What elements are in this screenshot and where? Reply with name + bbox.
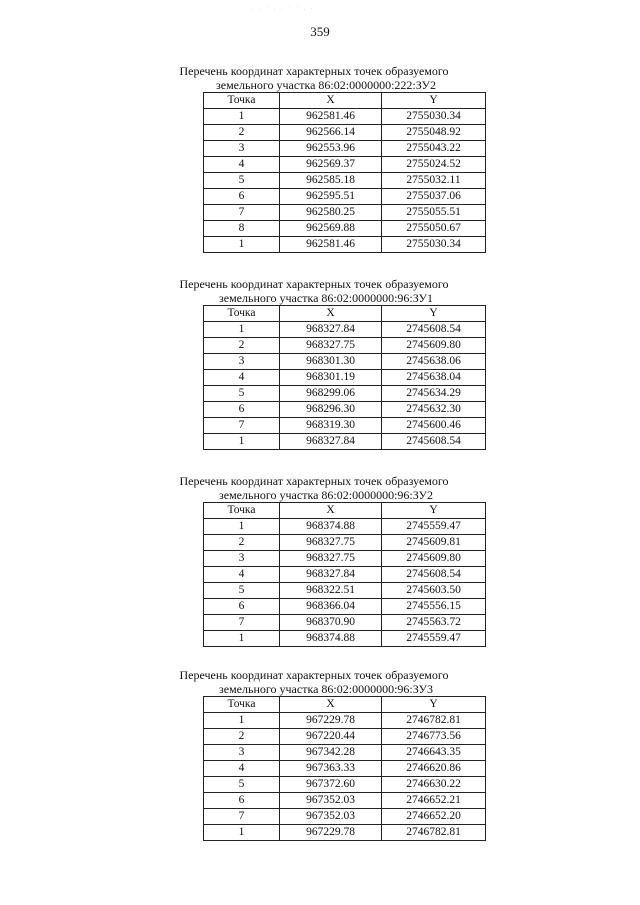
cell-x: 968366.04: [280, 599, 382, 615]
table-title-line-2: земельного участка 86:02:0000000:222:ЗУ2: [216, 78, 436, 92]
coordinates-table: [203, 92, 486, 253]
table-row: [204, 237, 486, 253]
cell-x: 968301.30: [280, 354, 382, 370]
cell-point: 7: [204, 809, 280, 825]
cell-point: 3: [204, 745, 280, 761]
cell-x: 968374.88: [280, 519, 382, 535]
header-y: Y: [382, 93, 486, 109]
cell-point: 4: [204, 761, 280, 777]
table-title-line-2: земельного участка 86:02:0000000:96:ЗУ1: [219, 291, 433, 305]
cell-y: 2746652.21: [382, 793, 486, 809]
coordinates-table: [203, 502, 486, 647]
cell-x: 968327.84: [280, 434, 382, 450]
cell-point: 5: [204, 386, 280, 402]
cell-y: 2745559.47: [382, 631, 486, 647]
table-row: [204, 221, 486, 237]
cell-y: 2745608.54: [382, 567, 486, 583]
cell-y: 2755032.11: [382, 173, 486, 189]
cell-x: 962566.14: [280, 125, 382, 141]
table-row: [204, 205, 486, 221]
cell-y: 2745638.04: [382, 370, 486, 386]
table-row: [204, 631, 486, 647]
cell-x: 968301.19: [280, 370, 382, 386]
table-title-line-1: Перечень координат характерных точек образуемого: [179, 277, 449, 291]
cell-y: 2745608.54: [382, 322, 486, 338]
cell-y: 2745559.47: [382, 519, 486, 535]
table-header-row: [204, 697, 486, 713]
table-title-line-1: Перечень координат характерных точек образуемого: [179, 64, 449, 78]
table-title-line-1: Перечень координат характерных точек образуемого: [179, 474, 449, 488]
table-row: [204, 809, 486, 825]
cell-x: 962581.46: [280, 109, 382, 125]
table-row: [204, 434, 486, 450]
cell-y: 2745609.80: [382, 338, 486, 354]
table-row: [204, 761, 486, 777]
header-y: Y: [382, 306, 486, 322]
cell-point: 7: [204, 205, 280, 221]
cell-point: 5: [204, 777, 280, 793]
cell-y: 2755037.06: [382, 189, 486, 205]
cell-y: 2755024.52: [382, 157, 486, 173]
header-point: Точка: [204, 503, 280, 519]
cell-y: 2755030.34: [382, 237, 486, 253]
cell-y: 2746643.35: [382, 745, 486, 761]
table-title-line-1: Перечень координат характерных точек образуемого: [179, 668, 449, 682]
cell-point: 6: [204, 402, 280, 418]
table-row: [204, 567, 486, 583]
table-row: [204, 322, 486, 338]
scan-noise: . · ˙ . · ˙ ˙ . ·: [252, 6, 315, 12]
cell-x: 967229.78: [280, 713, 382, 729]
cell-y: 2746652.20: [382, 809, 486, 825]
cell-point: 2: [204, 338, 280, 354]
cell-x: 962581.46: [280, 237, 382, 253]
table-row: [204, 189, 486, 205]
header-y: Y: [382, 697, 486, 713]
table-row: [204, 793, 486, 809]
table-row: [204, 418, 486, 434]
cell-x: 967220.44: [280, 729, 382, 745]
cell-y: 2745563.72: [382, 615, 486, 631]
coords-block-2: [0, 277, 640, 450]
table-header-row: [204, 93, 486, 109]
cell-x: 962553.96: [280, 141, 382, 157]
cell-x: 962595.51: [280, 189, 382, 205]
header-point: Точка: [204, 697, 280, 713]
cell-x: 962569.37: [280, 157, 382, 173]
cell-x: 967342.28: [280, 745, 382, 761]
header-point: Точка: [204, 306, 280, 322]
table-row: [204, 825, 486, 841]
cell-point: 1: [204, 713, 280, 729]
coords-block-4: [0, 668, 640, 841]
cell-y: 2746630.22: [382, 777, 486, 793]
cell-y: 2755048.92: [382, 125, 486, 141]
cell-y: 2745632.30: [382, 402, 486, 418]
cell-point: 7: [204, 418, 280, 434]
table-row: [204, 551, 486, 567]
cell-x: 968299.06: [280, 386, 382, 402]
cell-x: 968327.84: [280, 322, 382, 338]
table-row: [204, 535, 486, 551]
cell-y: 2745634.29: [382, 386, 486, 402]
table-row: [204, 109, 486, 125]
cell-y: 2755043.22: [382, 141, 486, 157]
table-row: [204, 354, 486, 370]
cell-x: 968319.30: [280, 418, 382, 434]
coords-block-1: [0, 64, 640, 253]
cell-x: 968327.84: [280, 567, 382, 583]
coordinates-table: [203, 305, 486, 450]
cell-x: 967229.78: [280, 825, 382, 841]
cell-point: 3: [204, 354, 280, 370]
cell-y: 2745556.15: [382, 599, 486, 615]
table-row: [204, 157, 486, 173]
table-row: [204, 745, 486, 761]
cell-x: 962580.25: [280, 205, 382, 221]
header-x: X: [280, 306, 382, 322]
table-row: [204, 370, 486, 386]
cell-point: 6: [204, 189, 280, 205]
cell-x: 968327.75: [280, 551, 382, 567]
table-row: [204, 519, 486, 535]
cell-x: 967372.60: [280, 777, 382, 793]
table-row: [204, 141, 486, 157]
table-title: [0, 668, 640, 696]
cell-x: 967352.03: [280, 809, 382, 825]
cell-x: 962569.88: [280, 221, 382, 237]
cell-point: 1: [204, 109, 280, 125]
table-row: [204, 338, 486, 354]
cell-x: 968327.75: [280, 338, 382, 354]
cell-point: 6: [204, 793, 280, 809]
cell-point: 1: [204, 434, 280, 450]
cell-point: 3: [204, 141, 280, 157]
cell-point: 4: [204, 370, 280, 386]
table-row: [204, 599, 486, 615]
cell-y: 2745603.50: [382, 583, 486, 599]
header-y: Y: [382, 503, 486, 519]
cell-y: 2746620.86: [382, 761, 486, 777]
table-header-row: [204, 503, 486, 519]
cell-y: 2745609.81: [382, 535, 486, 551]
cell-point: 7: [204, 615, 280, 631]
cell-x: 962585.18: [280, 173, 382, 189]
cell-y: 2746773.56: [382, 729, 486, 745]
cell-point: 2: [204, 535, 280, 551]
table-row: [204, 125, 486, 141]
table-title: [0, 277, 640, 305]
header-x: X: [280, 93, 382, 109]
table-row: [204, 729, 486, 745]
table-title-line-2: земельного участка 86:02:0000000:96:ЗУ2: [219, 488, 433, 502]
cell-x: 968322.51: [280, 583, 382, 599]
cell-x: 967363.33: [280, 761, 382, 777]
cell-point: 8: [204, 221, 280, 237]
cell-y: 2745638.06: [382, 354, 486, 370]
cell-point: 2: [204, 125, 280, 141]
cell-x: 968296.30: [280, 402, 382, 418]
header-point: Точка: [204, 93, 280, 109]
cell-point: 5: [204, 173, 280, 189]
cell-point: 4: [204, 157, 280, 173]
cell-y: 2755030.34: [382, 109, 486, 125]
cell-point: 4: [204, 567, 280, 583]
table-row: [204, 583, 486, 599]
header-x: X: [280, 503, 382, 519]
table-row: [204, 402, 486, 418]
cell-x: 968370.90: [280, 615, 382, 631]
cell-point: 1: [204, 631, 280, 647]
cell-point: 1: [204, 825, 280, 841]
cell-x: 968327.75: [280, 535, 382, 551]
table-title: [0, 474, 640, 502]
cell-point: 1: [204, 237, 280, 253]
table-row: [204, 386, 486, 402]
cell-y: 2746782.81: [382, 713, 486, 729]
cell-y: 2755055.51: [382, 205, 486, 221]
cell-x: 967352.03: [280, 793, 382, 809]
page-number: 359: [310, 24, 330, 39]
cell-point: 1: [204, 322, 280, 338]
table-title-line-2: земельного участка 86:02:0000000:96:ЗУ3: [219, 682, 433, 696]
cell-y: 2745600.46: [382, 418, 486, 434]
cell-point: 6: [204, 599, 280, 615]
table-row: [204, 777, 486, 793]
coordinates-table: [203, 696, 486, 841]
table-header-row: [204, 306, 486, 322]
cell-point: 5: [204, 583, 280, 599]
table-row: [204, 713, 486, 729]
cell-y: 2755050.67: [382, 221, 486, 237]
cell-y: 2745609.80: [382, 551, 486, 567]
cell-point: 2: [204, 729, 280, 745]
cell-x: 968374.88: [280, 631, 382, 647]
table-row: [204, 173, 486, 189]
cell-y: 2746782.81: [382, 825, 486, 841]
cell-y: 2745608.54: [382, 434, 486, 450]
header-x: X: [280, 697, 382, 713]
coords-block-3: [0, 474, 640, 647]
cell-point: 3: [204, 551, 280, 567]
table-row: [204, 615, 486, 631]
cell-point: 1: [204, 519, 280, 535]
table-title: [0, 64, 640, 92]
